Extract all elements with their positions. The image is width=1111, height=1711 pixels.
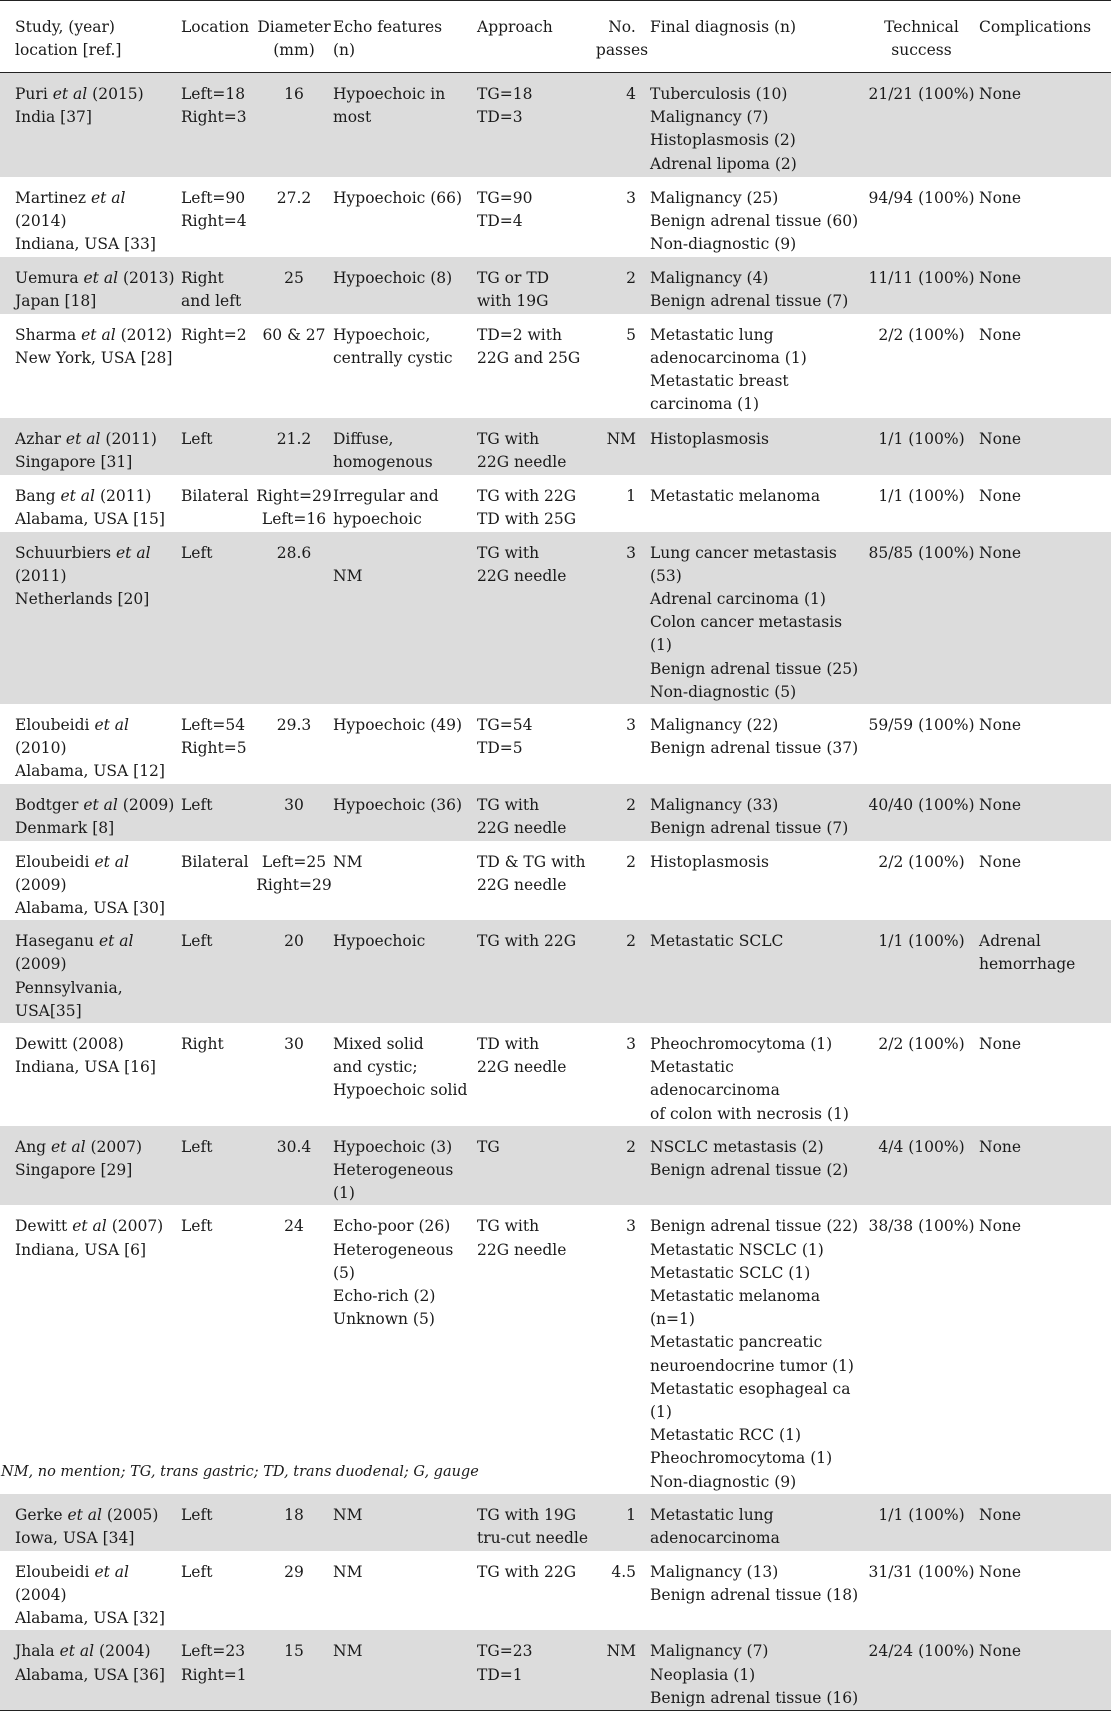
passes-cell: 3 [626,188,636,207]
final-diagnosis-cell: Lung cancer metastasis (53) Adrenal carcinoma (1) Colon cancer metastasis (1) Benign adrenal tissue (25) Non-diagnostic (5) [650,532,864,704]
approach-cell: TD with 22G needle [477,1034,567,1077]
echo-features-cell: NM [333,1562,363,1581]
approach-cell: TG with 22G [477,1562,577,1581]
study-author: Dewitt [15,1034,68,1053]
diameter-cell: 15 [255,1630,333,1710]
table-row [0,920,1111,1023]
diameter-cell: Left=25 Right=29 [256,852,332,894]
table-row [0,1023,1111,1126]
diameter-cell: 25 [255,257,333,314]
location-cell: Left [181,1126,255,1206]
approach-cell: TG=90 TD=4 [477,188,533,230]
complications-cell: None [979,1494,1111,1551]
technical-success-cell: 94/94 (100%) [868,188,975,207]
study-author: Gerke [15,1505,63,1524]
study-author: Ang [15,1137,47,1156]
table-row [0,177,1111,257]
complications-cell: None [979,418,1111,475]
study-cell [0,73,181,177]
location-cell: Left [181,1562,213,1581]
study-author: Eloubeidi [15,852,90,871]
study-et-al: et al [62,1505,102,1524]
header-approach: Approach [477,1,594,73]
approach-cell: TD & TG with 22G needle [477,852,586,894]
technical-success-cell: 2/2 (100%) [878,852,965,871]
table-row [0,1494,1111,1551]
table-row [0,704,1111,784]
technical-success-cell: 1/1 (100%) [864,418,979,475]
diameter-cell: Right=29 Left=16 [256,486,332,528]
echo-features-cell: NM [333,532,477,704]
study-year-location: (2007) Indiana, USA [6] [15,1217,164,1259]
technical-success-cell: 21/21 (100%) [864,73,979,177]
study-author: Martinez [15,188,87,207]
location-cell: Bilateral [181,852,249,871]
header-location: Location [181,1,255,73]
complications-cell: None [979,1034,1022,1053]
diameter-cell: 21.2 [255,418,333,475]
diameter-cell: 30 [284,1034,304,1053]
study-author: Eloubeidi [15,715,90,734]
study-et-al: et al [111,543,151,562]
study-year-location: (2008) Indiana, USA [16] [15,1034,156,1077]
complications-cell: None [979,532,1111,704]
echo-features-cell: Diffuse, homogenous [333,418,477,475]
technical-success-cell: 59/59 (100%) [868,715,975,734]
study-year-location: (2009) Pennsylvania, USA[35] [15,955,123,1020]
echo-features-cell: Irregular and hypoechoic [333,486,439,528]
study-year-location: (2012) New York, USA [28] [15,325,173,367]
study-cell [0,475,181,532]
complications-cell: None [979,188,1022,207]
final-diagnosis-cell: Histoplasmosis [650,852,769,871]
final-diagnosis-cell: Malignancy (25) Benign adrenal tissue (60) Non-diagnostic (9) [650,188,859,253]
study-year-location: (2004) Alabama, USA [36] [15,1642,165,1684]
study-et-al: et al [89,852,129,871]
study-cell [0,314,181,418]
technical-success-cell: 31/31 (100%) [868,1562,975,1581]
table-row [0,257,1111,314]
final-diagnosis-cell: Metastatic SCLC [650,920,864,1023]
final-diagnosis-cell: Malignancy (4) Benign adrenal tissue (7) [650,257,864,314]
technical-success-cell: 85/85 (100%) [864,532,979,704]
study-year-location: (2009) Denmark [8] [15,795,175,837]
complications-cell: None [979,257,1111,314]
technical-success-cell: 24/24 (100%) [864,1630,979,1710]
study-cell [0,784,181,841]
study-cell [0,418,181,475]
approach-cell: TG or TD with 19G [477,257,594,314]
study-year-location: (2011) Alabama, USA [15] [15,486,165,528]
location-cell: Right=2 [181,325,247,344]
location-cell: Right and left [181,257,255,314]
diameter-cell: 60 & 27 [262,325,326,344]
echo-features-cell: NM [333,1494,477,1551]
passes-cell: 2 [594,920,650,1023]
table-row [0,532,1111,704]
passes-cell: 3 [626,1217,636,1236]
approach-cell: TG [477,1126,594,1206]
diameter-cell: 16 [255,73,333,177]
study-et-al: et al [94,932,134,951]
study-cell [0,1205,181,1493]
study-author: Azhar [15,429,61,448]
echo-features-cell: Hypoechoic (66) [333,188,463,207]
location-cell: Left=18 Right=3 [181,73,255,177]
study-author: Sharma [15,325,77,344]
final-diagnosis-cell: Malignancy (33) Benign adrenal tissue (7) [650,784,864,841]
approach-cell: TG with 22G needle [477,532,594,704]
study-et-al: et al [78,268,119,287]
approach-cell: TG with 22G needle [477,1217,567,1259]
complications-cell: None [979,784,1111,841]
header-study: Study, (year) location [ref.] [0,1,181,73]
study-et-al: et al [67,1217,107,1236]
diameter-cell: 18 [255,1494,333,1551]
approach-cell: TG with 22G [477,920,594,1023]
echo-features-cell: Hypoechoic (3) Heterogeneous (1) [333,1126,477,1206]
study-cell [0,177,181,257]
final-diagnosis-cell: Histoplasmosis [650,418,864,475]
technical-success-cell: 1/1 (100%) [878,486,965,505]
table-row [0,1630,1111,1710]
table-row [0,841,1111,921]
technical-success-cell: 11/11 (100%) [864,257,979,314]
echo-features-cell: Hypoechoic (36) [333,784,477,841]
study-et-al: et al [61,429,101,448]
approach-cell: TG with 22G TD with 25G [477,486,577,528]
table-header [0,1,1111,73]
header-passes: No. passes [594,1,650,73]
passes-cell: NM [594,418,650,475]
study-year-location: (2011) Singapore [31] [15,429,157,471]
table-row [0,475,1111,532]
location-cell: Bilateral [181,486,249,505]
study-year-location: (2007) Singapore [29] [15,1137,143,1179]
study-et-al: et al [47,85,88,103]
complications-cell: None [979,1562,1022,1581]
location-cell: Right [181,1034,224,1053]
diameter-cell: 29 [284,1562,304,1581]
approach-cell: TG with 22G needle [477,418,594,475]
diameter-cell: 20 [255,920,333,1023]
study-year-location: (2004) Alabama, USA [32] [15,1586,165,1628]
table-row [0,73,1111,177]
location-cell: Left=23 Right=1 [181,1630,255,1710]
location-cell: Left=90 Right=4 [181,188,247,230]
study-year-location: (2009) Alabama, USA [30] [15,875,165,917]
diameter-cell: 24 [284,1217,304,1236]
study-et-al: et al [46,1137,86,1156]
study-et-al: et al [78,795,118,814]
complications-cell: None [979,715,1022,734]
study-year-location: (2014) Indiana, USA [33] [15,211,156,253]
table-row [0,1205,1111,1493]
final-diagnosis-cell: Metastatic lung adenocarcinoma [650,1494,864,1551]
approach-cell: TG=23 TD=1 [477,1630,594,1710]
complications-cell: None [979,1217,1022,1236]
complications-cell: None [979,1630,1111,1710]
passes-cell: 1 [626,486,636,505]
approach-cell: TD=2 with 22G and 25G [477,325,581,367]
location-cell: Left [181,1494,255,1551]
location-cell: Left [181,784,255,841]
echo-features-cell: Hypoechoic [333,920,477,1023]
table-footnote: NM, no mention; TG, trans gastric; TD, trans duodenal; G, gauge [1,1464,479,1480]
passes-cell: 1 [594,1494,650,1551]
diameter-cell: 27.2 [276,188,312,207]
passes-cell: 4 [594,73,650,177]
complications-cell: None [979,486,1022,505]
study-et-al: et al [89,715,129,734]
header-echo-features: Echo features (n) [333,1,477,73]
header-final-diagnosis: Final diagnosis (n) [650,1,864,73]
study-author: Haseganu [15,932,95,951]
study-author: Uemura [15,268,79,287]
passes-cell: 2 [594,1126,650,1206]
echo-features-cell: Mixed solid and cystic; Hypoechoic solid [333,1034,468,1100]
study-year-location: (2010) Alabama, USA [12] [15,739,165,781]
study-author: Puri [15,85,48,103]
complications-cell: Adrenal hemorrhage [979,920,1111,1023]
study-cell [0,920,181,1023]
study-year-location: (2011) Netherlands [20] [15,566,150,608]
passes-cell: 2 [594,257,650,314]
technical-success-cell: 40/40 (100%) [864,784,979,841]
final-diagnosis-cell: Malignancy (7) Neoplasia (1) Benign adrenal tissue (16) [650,1630,864,1710]
location-cell: Left=54 Right=5 [181,715,247,758]
study-cell [0,704,181,784]
passes-cell: NM [594,1630,650,1710]
study-et-al: et al [86,188,126,207]
technical-success-cell: 1/1 (100%) [864,920,979,1023]
diameter-cell: 30.4 [255,1126,333,1206]
passes-cell: 3 [626,1034,636,1053]
approach-cell: TG=54 TD=5 [477,715,533,758]
final-diagnosis-cell: Malignancy (22) Benign adrenal tissue (37) [650,715,859,758]
study-author: Bodtger [15,795,79,814]
location-cell: Left [181,532,255,704]
study-cell [0,841,181,921]
header-diameter: Diameter (mm) [255,1,333,73]
location-cell: Left [181,920,255,1023]
passes-cell: 5 [626,325,636,344]
technical-success-cell: 2/2 (100%) [878,1034,965,1053]
study-cell [0,1630,181,1710]
study-cell [0,257,181,314]
study-et-al: et al [76,325,116,344]
location-cell: Left [181,418,255,475]
study-et-al: et al [89,1562,129,1581]
table-row [0,784,1111,841]
diameter-cell: 28.6 [255,532,333,704]
passes-cell: 4.5 [611,1562,636,1581]
study-cell [0,1126,181,1206]
technical-success-cell: 1/1 (100%) [864,1494,979,1551]
study-year-location: (2015) India [37] [15,85,144,127]
complications-cell: None [979,73,1111,177]
study-cell [0,1023,181,1126]
study-author: Dewitt [15,1217,68,1236]
passes-cell: 2 [626,852,636,871]
study-cell [0,1551,181,1631]
diameter-cell: 30 [255,784,333,841]
complications-cell: None [979,1126,1111,1206]
study-et-al: et al [54,1642,95,1661]
header-row [0,1,1111,73]
study-cell [0,532,181,704]
diameter-cell: 29.3 [276,715,312,734]
passes-cell: 3 [626,715,636,734]
study-author: Schuurbiers [15,543,112,562]
table-row [0,1126,1111,1206]
final-diagnosis-cell: Benign adrenal tissue (22) Metastatic NSCLC (1) Metastatic SCLC (1) Metastatic melanoma (n=1) Metastatic pancreatic neuroendocrine tumor (1) Metastatic esophageal ca (1) Metastatic RCC (1) Pheochromocytoma (1) Non-diagnostic (9) [650,1217,859,1491]
table-row [0,418,1111,475]
approach-cell: TG with 19G tru-cut needle [477,1494,594,1551]
complications-cell: None [979,325,1022,344]
technical-success-cell: 4/4 (100%) [864,1126,979,1206]
technical-success-cell: 38/38 (100%) [868,1217,975,1236]
study-author: Jhala [15,1642,55,1661]
final-diagnosis-cell: Metastatic lung adenocarcinoma (1) Metastatic breast carcinoma (1) [650,325,807,414]
final-diagnosis-cell: Pheochromocytoma (1) Metastatic adenocarcinoma of colon with necrosis (1) [650,1034,849,1123]
echo-features-cell: Hypoechoic, centrally cystic [333,325,453,367]
study-et-al: et al [55,486,96,505]
header-technical-success: Technical success [864,1,979,73]
echo-features-cell: NM [333,1630,477,1710]
approach-cell: TG=18 TD=3 [477,73,594,177]
location-cell: Left [181,1217,213,1236]
approach-cell: TG with 22G needle [477,784,594,841]
study-year-location: (2013) Japan [18] [15,268,175,310]
echo-features-cell: NM [333,852,363,871]
table-row [0,314,1111,418]
passes-cell: 3 [594,532,650,704]
study-author: Bang [15,486,56,505]
study-author: Eloubeidi [15,1562,90,1581]
final-diagnosis-cell: Malignancy (13) Benign adrenal tissue (18) [650,1562,859,1605]
echo-features-cell: Echo-poor (26) Heterogeneous (5) Echo-rich (2) Unknown (5) [333,1217,454,1329]
header-complications: Complications [979,1,1111,73]
technical-success-cell: 2/2 (100%) [878,325,965,344]
study-cell [0,1494,181,1551]
complications-cell: None [979,852,1022,871]
table-row [0,1551,1111,1631]
final-diagnosis-cell: Tuberculosis (10) Malignancy (7) Histoplasmosis (2) Adrenal lipoma (2) [650,73,864,177]
final-diagnosis-cell: NSCLC metastasis (2) Benign adrenal tissue (2) [650,1126,864,1206]
echo-features-cell: Hypoechoic (8) [333,257,477,314]
study-year-location: (2005) Iowa, USA [34] [15,1505,159,1548]
echo-features-cell: Hypoechoic (49) [333,715,463,734]
passes-cell: 2 [594,784,650,841]
final-diagnosis-cell: Metastatic melanoma [650,486,821,505]
echo-features-cell: Hypoechoic in most [333,73,477,177]
